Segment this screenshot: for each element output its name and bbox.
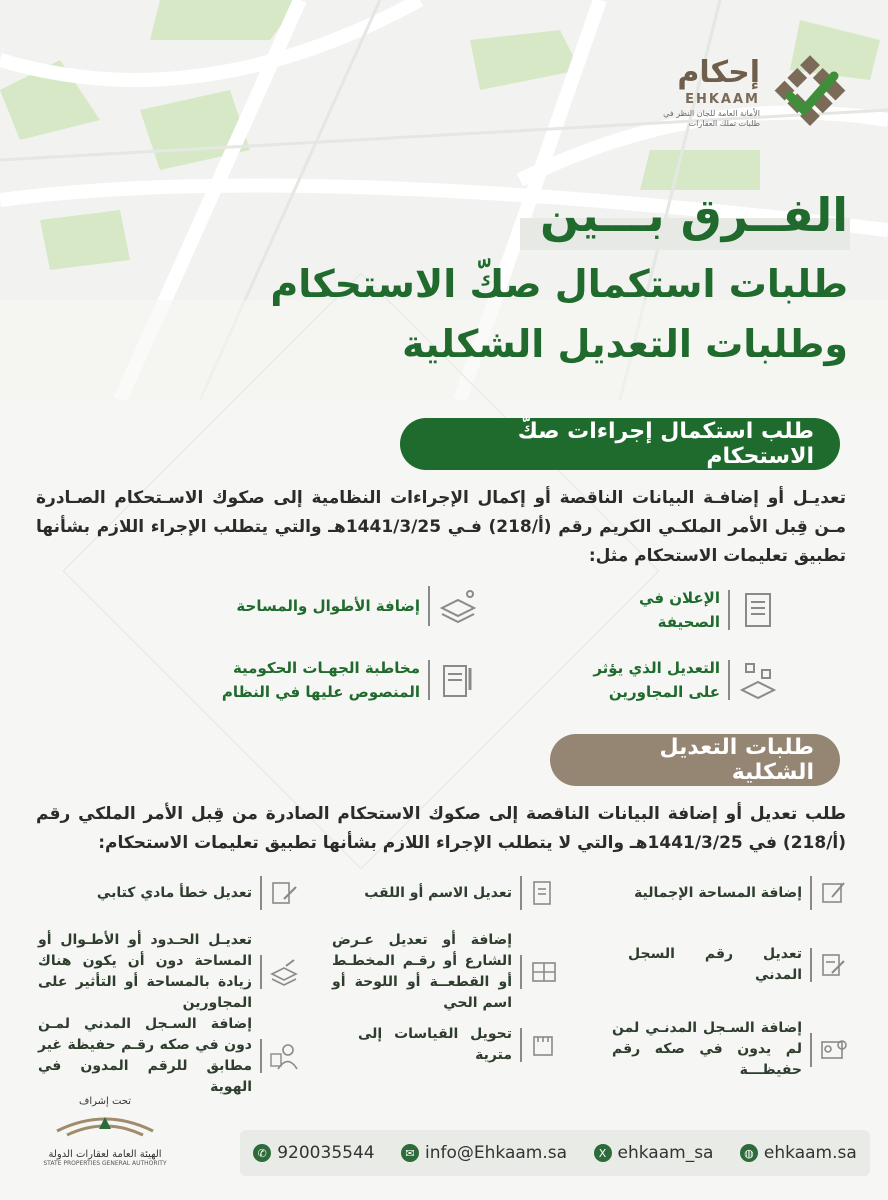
newspaper-icon bbox=[738, 590, 778, 630]
section2-item bbox=[358, 1024, 558, 1066]
item-label: إضافة السـجل المدنـي لمن لم يدون في صكه رقم حفيظـــة bbox=[612, 1020, 802, 1078]
section2-item bbox=[38, 930, 298, 1014]
globe-icon: ◍ bbox=[740, 1144, 758, 1162]
item-separator bbox=[728, 660, 730, 700]
section2-item bbox=[608, 1018, 848, 1081]
item-label: مخاطبة الجهـات الحكومية المنصوص عليها في النظام bbox=[221, 659, 420, 701]
title-line-2: طلبات استكمال صكّ الاستحكام bbox=[270, 262, 848, 306]
twitter-contact[interactable] bbox=[594, 1143, 714, 1163]
item-separator bbox=[810, 876, 812, 910]
item-label: تعديل خطأ مادي كتابي bbox=[96, 884, 252, 901]
item-label: إضافة أو تعديل عـرض الشارع أو رقـم المخطـط أو القطعــة أو اللوحة أو اسم الحي bbox=[332, 932, 512, 1011]
item-label: تعديل رقم السجل المدني bbox=[628, 946, 802, 983]
authority-name-en: STATE PROPERTIES GENERAL AUTHORITY bbox=[43, 1160, 167, 1167]
supervision-logo bbox=[30, 1096, 180, 1186]
section2-item bbox=[38, 1014, 298, 1098]
item-separator bbox=[810, 1033, 812, 1067]
item-separator bbox=[260, 876, 262, 910]
item-separator bbox=[520, 1028, 522, 1062]
website-contact[interactable] bbox=[740, 1143, 857, 1163]
item-separator bbox=[260, 1039, 262, 1073]
map-pins-icon bbox=[738, 660, 778, 700]
section2-item bbox=[338, 876, 558, 910]
email-text: info@Ehkaam.sa bbox=[425, 1143, 568, 1163]
section1-heading: طلب استكمال إجراءات صكّ الاستحكام bbox=[400, 418, 840, 470]
item-separator bbox=[260, 955, 262, 989]
street-map-icon bbox=[530, 958, 558, 986]
section1-paragraph: تعديـل أو إضافـة البيانات الناقصة أو إكمال الإجراءات النظامية إلى صكوك الاسـتحكام الصـادرة مـن قِبل الأمر الملكـي الكريم رقم (أ/218) فـي 1441/3/25هـ والتي يتطلب الإجراء اللازم بشأنها تطبيق تعليمات الاستحكام مثل: bbox=[36, 488, 846, 566]
item-separator bbox=[428, 586, 430, 626]
item-label: إضافة الأطوال والمساحة bbox=[236, 597, 420, 615]
logo-subtitle: الأمانة العامة للجان النظر في طلبات تملك العقارات bbox=[663, 109, 760, 128]
item-label: التعديل الذي يؤثر على المجاورين bbox=[593, 659, 720, 701]
email-contact[interactable] bbox=[401, 1143, 567, 1163]
item-label: تعديـل الحـدود أو الأطـوال أو المساحة دون أن يكون هناك زيادة بالمساحة أو التأثير على المجاورين bbox=[38, 932, 252, 1011]
supervision-label: تحت إشراف bbox=[78, 1096, 132, 1107]
ehkaam-logo-icon bbox=[772, 52, 848, 132]
title-line-3: وطلبات التعديل الشكلية bbox=[402, 322, 848, 366]
section2-paragraph: طلب تعديل أو إضافة البيانات الناقصة إلى صكوك الاستحكام الصادرة من قِبل الأمر الملكي رقم (أ/218) في 1441/3/25هـ والتي لا يتطلب الإجراء اللازم بشأنها تطبيق تعليمات الاستحكام: bbox=[36, 804, 846, 853]
section2-item bbox=[628, 944, 848, 986]
edit-name-icon bbox=[530, 879, 558, 907]
logo-name-en: EHKAAM bbox=[685, 92, 760, 107]
logo-name-ar: إحكام bbox=[677, 55, 760, 90]
edit-doc-icon bbox=[270, 879, 298, 907]
contact-bar bbox=[240, 1130, 870, 1176]
document-pen-icon bbox=[438, 660, 478, 700]
phone-icon: ✆ bbox=[253, 1144, 271, 1162]
section2-heading: طلبات التعديل الشكلية bbox=[550, 734, 840, 786]
authority-logo-icon bbox=[55, 1111, 155, 1143]
section2-item bbox=[332, 930, 558, 1014]
item-separator bbox=[520, 876, 522, 910]
item-separator bbox=[810, 948, 812, 982]
item-label: إضافة المساحة الإجمالية bbox=[634, 884, 802, 901]
item-separator bbox=[428, 660, 430, 700]
item-label: تعديل الاسم أو اللقب bbox=[364, 884, 512, 901]
section1-item bbox=[228, 586, 478, 626]
item-separator bbox=[728, 590, 730, 630]
measure-icon bbox=[530, 1031, 558, 1059]
phone-contact[interactable] bbox=[253, 1143, 374, 1163]
ehkaam-logo bbox=[628, 52, 848, 142]
mail-icon: ✉ bbox=[401, 1144, 419, 1162]
section1-item bbox=[578, 586, 778, 634]
section1-item bbox=[218, 656, 478, 704]
x-icon: X bbox=[594, 1144, 612, 1162]
id-card-icon bbox=[820, 1036, 848, 1064]
edit-id-icon bbox=[820, 951, 848, 979]
phone-text: 920035544 bbox=[277, 1143, 375, 1163]
person-id-icon bbox=[270, 1042, 298, 1070]
section2-item bbox=[628, 876, 848, 910]
layers-edit-icon bbox=[270, 958, 298, 986]
section2-item bbox=[58, 876, 298, 910]
title-line-1: الفــرق بـــين bbox=[540, 188, 848, 242]
item-label: الإعلان في الصحيفة bbox=[639, 589, 720, 631]
website-text: ehkaam.sa bbox=[763, 1143, 857, 1163]
item-label: تحويل القياسات إلى مترية bbox=[358, 1026, 512, 1063]
section1-item bbox=[578, 656, 778, 704]
layers-icon bbox=[438, 586, 478, 626]
item-separator bbox=[520, 955, 522, 989]
edit-area-icon bbox=[820, 879, 848, 907]
twitter-text: ehkaam_sa bbox=[617, 1143, 714, 1163]
item-label: إضافة السـجل المدني لمـن دون في صكه رقـم حفيظة غير مطابق للرقم المدون في الهوية bbox=[38, 1016, 252, 1095]
authority-name-ar: الهيئة العامة لعقارات الدولة bbox=[48, 1149, 162, 1160]
